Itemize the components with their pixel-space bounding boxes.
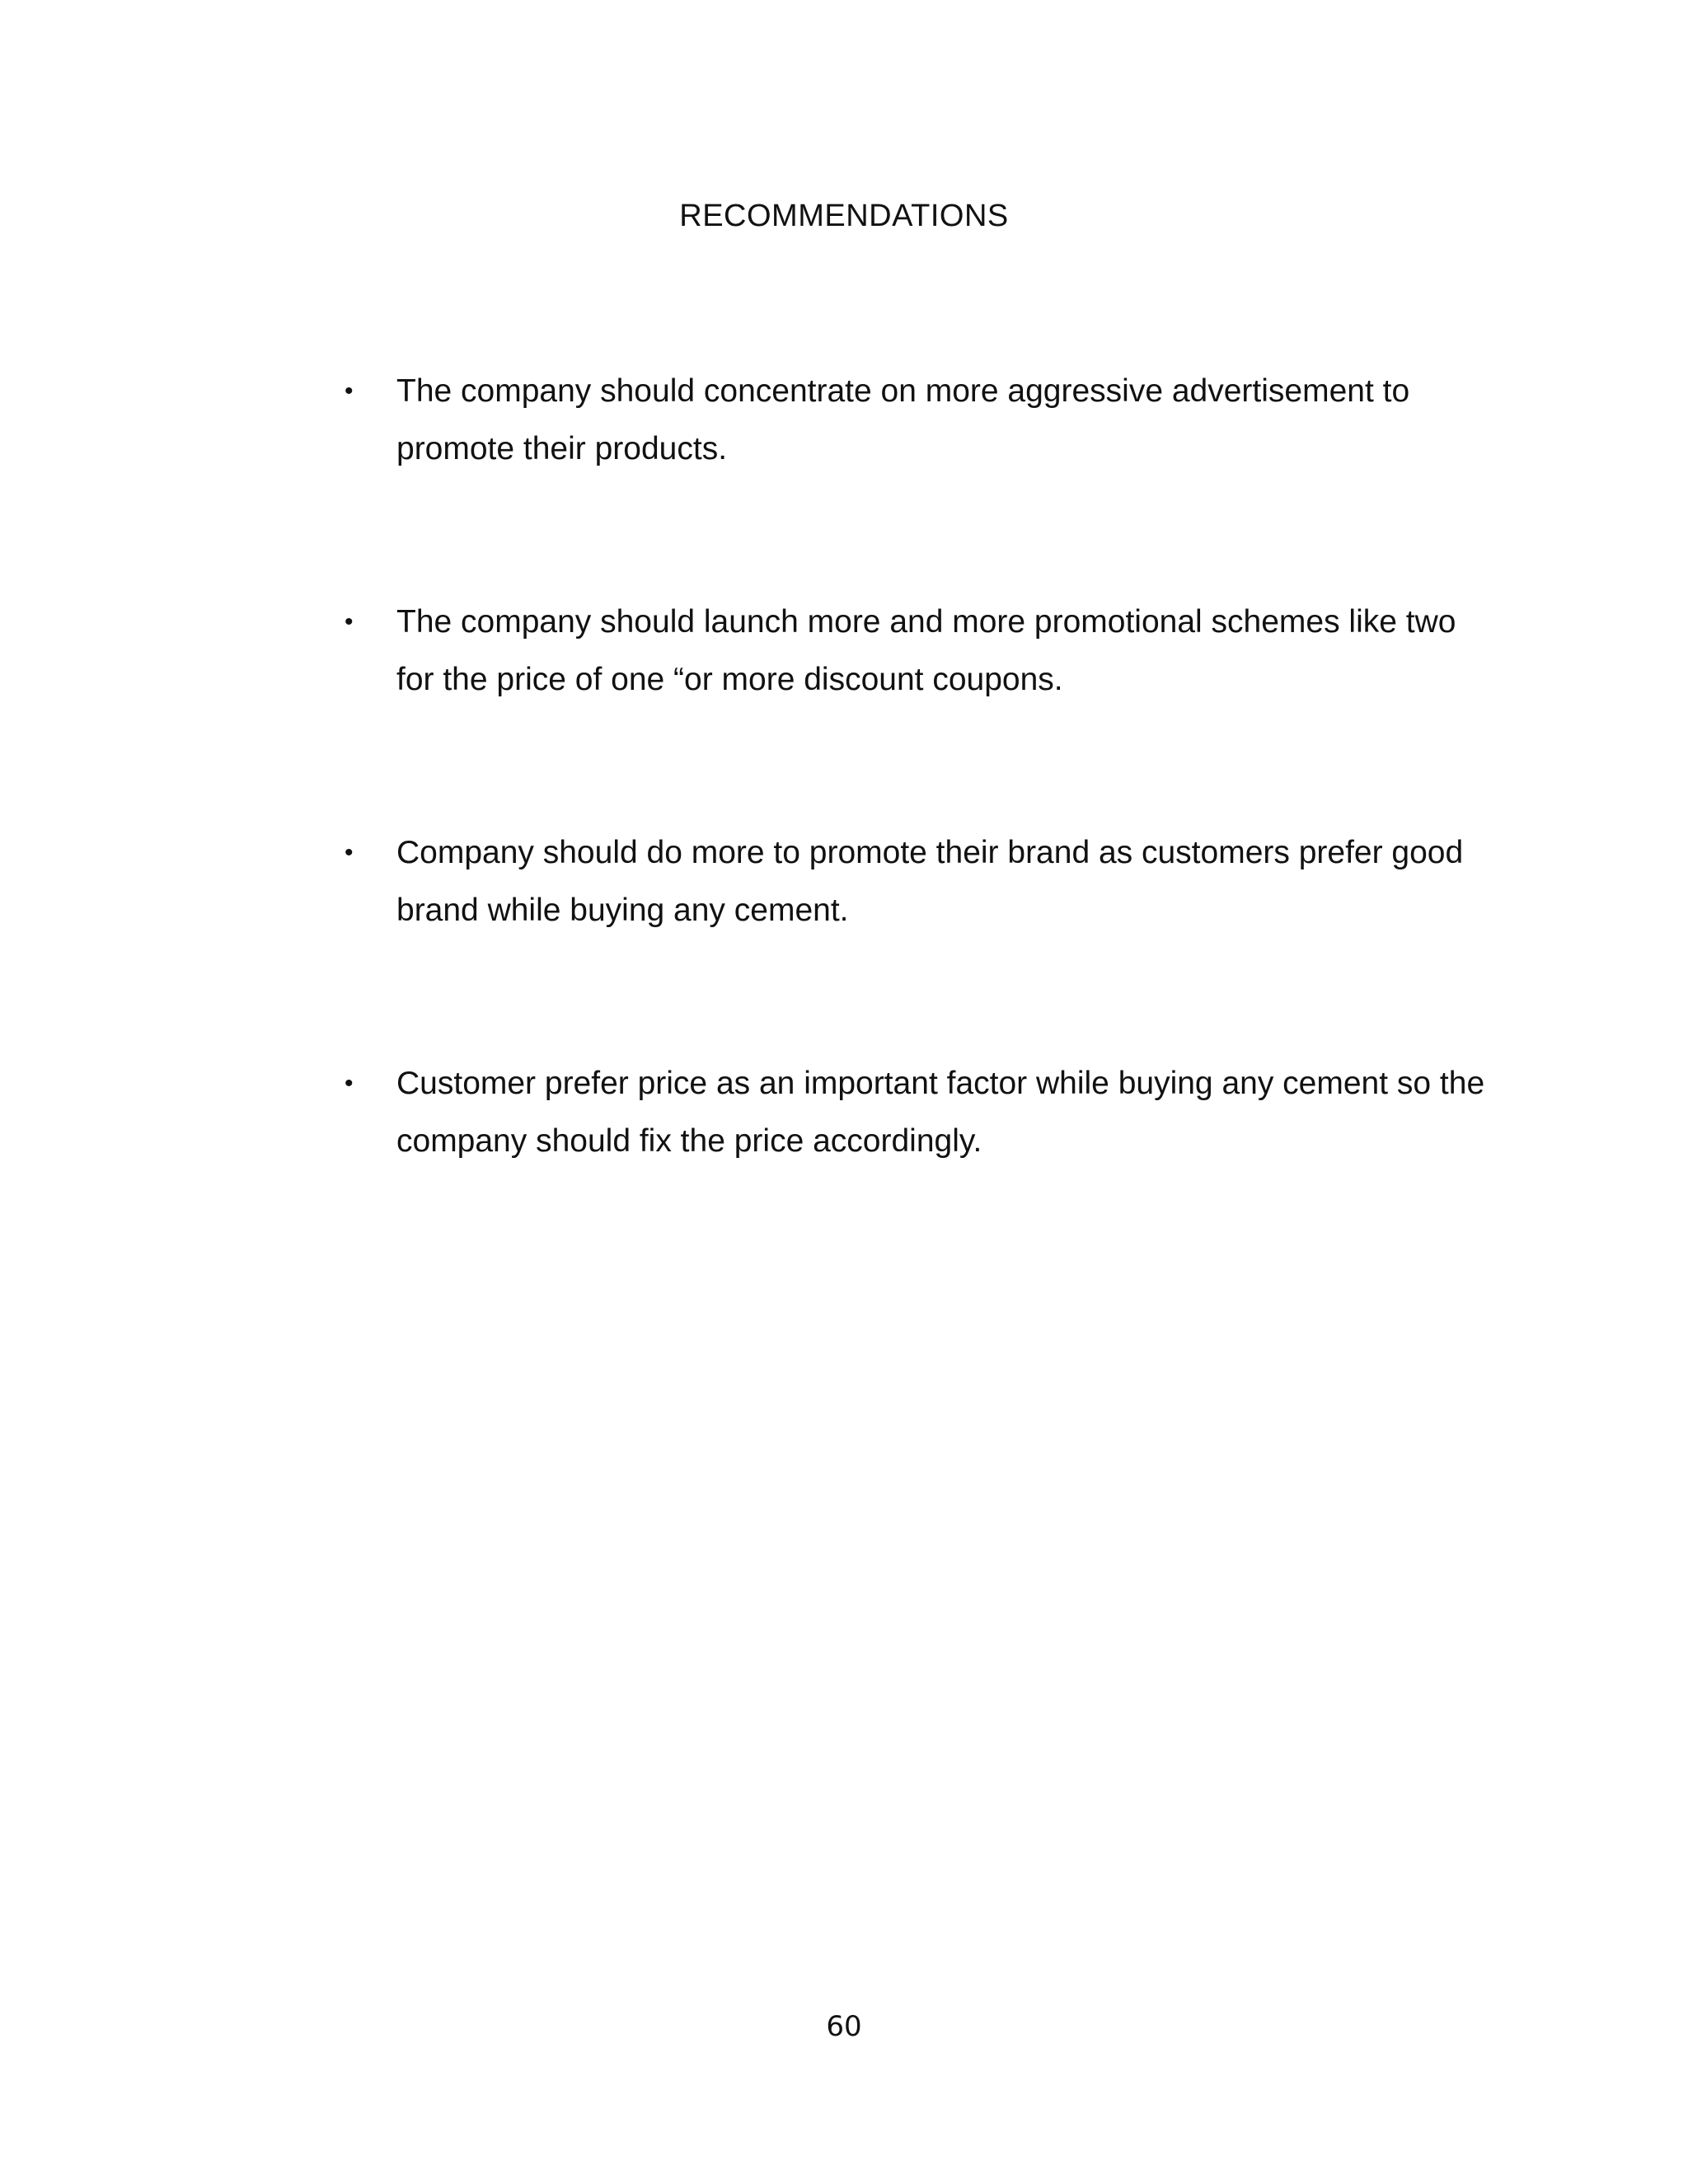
list-item: [345, 1055, 1498, 1170]
list-item: [345, 363, 1498, 478]
page-number: 60: [826, 2010, 862, 2043]
recommendation-text: Company should do more to promote their brand as customers prefer good brand while buying any cement.: [396, 835, 1464, 928]
bullet-icon: •: [345, 1070, 354, 1097]
bullet-icon: •: [345, 608, 354, 635]
bullet-icon: •: [345, 377, 354, 405]
page-title: RECOMMENDATIONS: [679, 199, 1009, 233]
recommendation-text: The company should concentrate on more aggressive advertisement to promote their products.: [396, 373, 1410, 466]
bullet-icon: •: [345, 839, 354, 866]
recommendations-list: [345, 363, 1498, 1170]
list-item: [345, 824, 1498, 940]
list-item: [345, 593, 1498, 709]
recommendation-text: Customer prefer price as an important factor while buying any cement so the company should fix the price accordingly.: [396, 1066, 1485, 1159]
recommendation-text: The company should launch more and more promotional schemes like two for the price of one “or more discount coupons.: [396, 604, 1456, 697]
